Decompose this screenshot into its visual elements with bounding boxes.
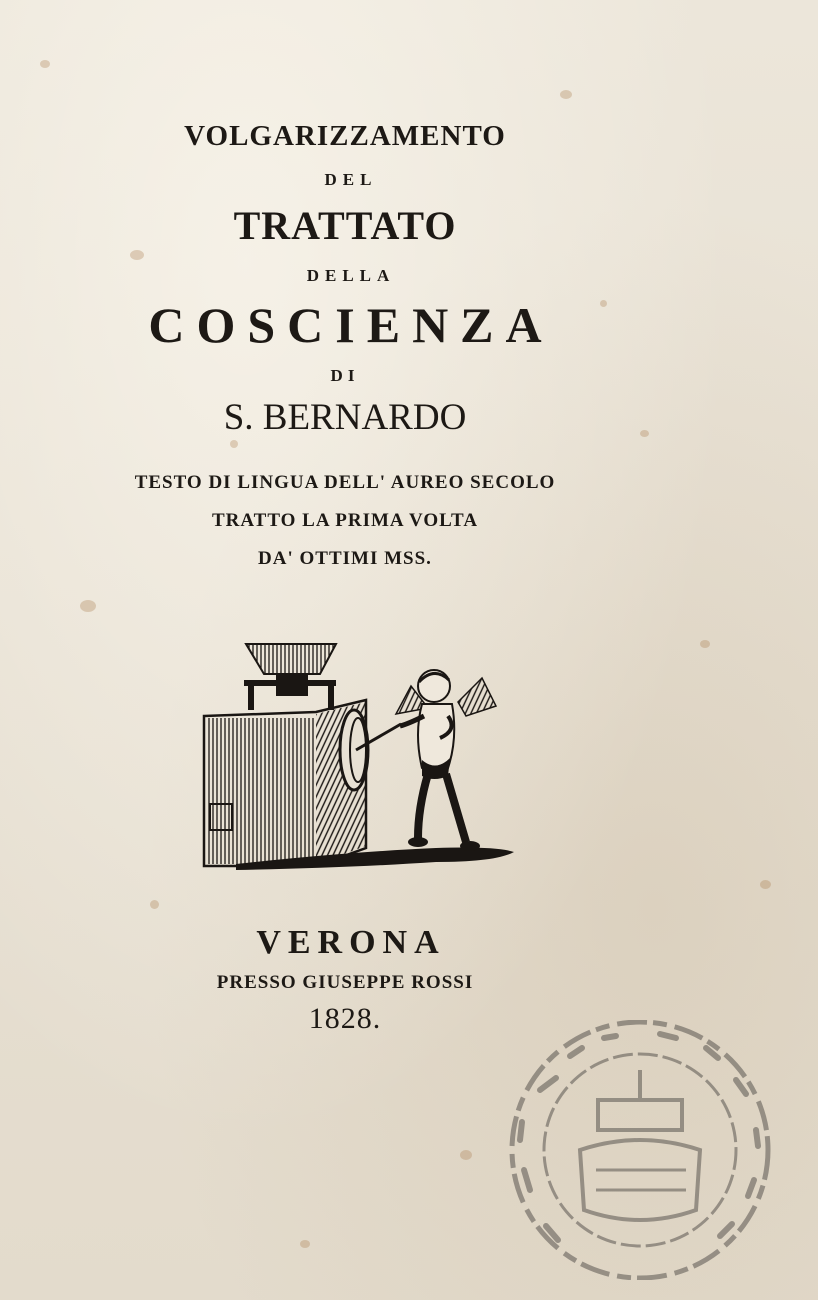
foxing-spot — [150, 900, 159, 909]
foxing-spot — [460, 1150, 472, 1160]
imprint-city: VERONA — [256, 924, 446, 961]
foxing-spot — [230, 440, 238, 448]
foxing-spot — [40, 60, 50, 68]
subtitle-line-1: TESTO DI LINGUA DELL' AUREO SECOLO — [134, 472, 556, 493]
imprint-publisher: PRESSO GIUSEPPE ROSSI — [216, 972, 474, 993]
author-name: S. BERNARDO — [223, 397, 467, 438]
subtitle-line-2: TRATTO LA PRIMA VOLTA — [211, 510, 479, 531]
foxing-spot — [130, 250, 144, 260]
subtitle-line-3: DA' OTTIMI MSS. — [258, 548, 432, 569]
title-line-del: DEL — [324, 170, 378, 189]
title-line-coscienza: COSCIENZA — [148, 297, 554, 353]
woodcut-cherub-turning-mill-icon — [196, 638, 526, 878]
title-line-trattato: TRATTATO — [233, 203, 457, 248]
title-line-volgarizzamento: VOLGARIZZAMENTO — [184, 120, 506, 152]
library-ink-stamp-icon — [500, 1020, 780, 1280]
foxing-spot — [760, 880, 771, 889]
foxing-spot — [300, 1240, 310, 1248]
foxing-spot — [80, 600, 96, 612]
imprint-year: 1828. — [308, 1002, 382, 1035]
foxing-spot — [560, 90, 572, 99]
title-line-di: DI — [330, 366, 360, 385]
title-line-della: DELLA — [306, 266, 396, 285]
foxing-spot — [700, 640, 710, 648]
